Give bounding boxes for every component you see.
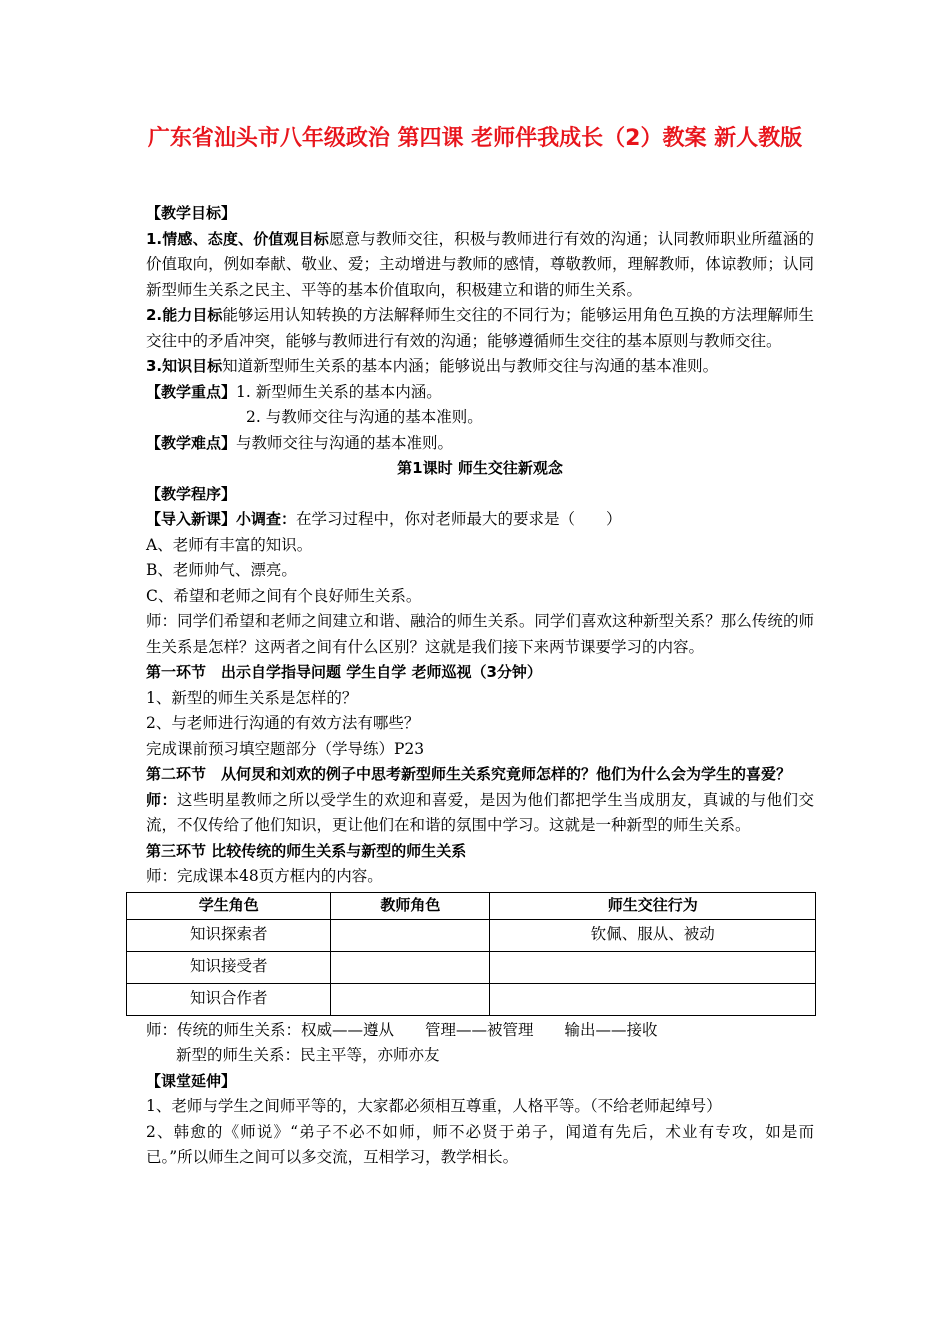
table-cell: 知识合作者 — [127, 983, 331, 1015]
section-1-question-2: 2、与老师进行沟通的有效方法有哪些？ — [146, 714, 420, 732]
table-cell — [490, 951, 816, 983]
option-b: B、老师帅气、漂亮。 — [146, 561, 297, 579]
table-cell — [331, 951, 490, 983]
intro-heading: 【导入新课】小调查： — [146, 510, 297, 528]
procedure-heading: 【教学程序】 — [146, 484, 237, 503]
table-row — [127, 919, 816, 951]
section-3-heading: 第三环节 比较传统的师生关系与新型的师生关系 — [146, 841, 467, 860]
option-a: A、老师有丰富的知识。 — [146, 535, 313, 554]
section-1-task: 完成课前预习填空题部分（学导练）P23 — [146, 739, 425, 758]
table-cell — [490, 983, 816, 1015]
traditional-relation: 师：传统的师生关系：权威——遵从 管理——被管理 输出——接收 — [146, 1020, 658, 1039]
objective-3-label: 3.知识目标 — [146, 357, 223, 375]
difficulty-heading: 【教学难点】 — [146, 433, 237, 452]
table-cell — [331, 983, 490, 1015]
table-header: 学生角色 — [127, 892, 331, 919]
extension-2: 2、韩愈的《师说》“弟子不必不如师，师不必贤于弟子，闻道有先后，术业有专攻，如是而已。”所以师生之间可以多交流，互相学习，教学相长。 — [146, 1122, 814, 1166]
section-1-heading: 第一环节 出示自学指导问题 学生自学 老师巡视（3分钟） — [146, 663, 542, 681]
objective-2-text: 能够运用认知转换的方法解释师生交往的不同行为；能够运用角色互换的方法理解师生交往中的矛盾冲突，能够与教师进行有效的沟通；能够遵循师生交往的基本原则与教师交往。 — [146, 306, 814, 350]
objectives-heading: 【教学目标】 — [146, 204, 237, 222]
extension-heading: 【课堂延伸】 — [146, 1071, 237, 1090]
section-1-question-1: 1、新型的师生关系是怎样的？ — [146, 688, 358, 707]
table-cell: 知识接受者 — [127, 951, 331, 983]
document-body — [146, 201, 814, 1171]
roles-table — [126, 892, 816, 1016]
objective-3-text: 知道新型师生关系的基本内涵；能够说出与教师交往与沟通的基本准则。 — [222, 357, 719, 375]
intro — [146, 507, 814, 533]
section-2-heading: 第二环节 从何炅和刘欢的例子中思考新型师生关系究竟师怎样的？他们为什么会为学生的喜爱？ — [146, 765, 792, 783]
table-cell — [331, 919, 490, 951]
objective-2 — [146, 303, 814, 354]
objective-2-label: 2.能力目标 — [146, 306, 223, 324]
table-row — [127, 983, 816, 1015]
table-header: 师生交往行为 — [490, 892, 816, 919]
difficulty — [146, 431, 814, 457]
intro-teacher: 师：同学们希望和老师之间建立和谐、融洽的师生关系。同学们喜欢这种新型关系？那么传统的师生关系是怎样？这两者之间有什么区别？这就是我们接下来两节课要学习的内容。 — [146, 612, 814, 656]
option-c: C、希望和老师之间有个良好师生关系。 — [146, 586, 422, 605]
extension-1: 1、老师与学生之间师平等的，大家都必须相互尊重，人格平等。（不给老师起绰号） — [146, 1097, 722, 1115]
key-point-2: 2. 与教师交往与沟通的基本准则。 — [246, 408, 483, 426]
intro-text: 在学习过程中，你对老师最大的要求是（ ） — [296, 510, 622, 528]
table-cell: 知识探索者 — [127, 919, 331, 951]
lesson-title: 第1课时 师生交往新观念 — [397, 459, 563, 477]
section-2-teacher — [146, 788, 814, 839]
section-2-teacher-text: 这些明星教师之所以受学生的欢迎和喜爱，是因为他们都把学生当成朋友，真诚的与他们交流，不仅传给了他们知识，更让他们在和谐的氛围中学习。这就是一种新型的师生关系。 — [146, 790, 814, 834]
difficulty-text: 与教师交往与沟通的基本准则。 — [236, 433, 454, 452]
table-row — [127, 951, 816, 983]
objective-1-text: 愿意与教师交往，积极与教师进行有效的沟通；认同教师职业所蕴涵的价值取向，例如奉献、敬业、爱；主动增进与教师的感情，尊敬教师，理解教师，体谅教师；认同新型师生关系之民主、平等的基本价值取向，积极建立和谐的师生关系。 — [146, 229, 814, 299]
key-points — [146, 380, 814, 406]
key-points-heading: 【教学重点】 — [146, 382, 237, 401]
key-point-1: 1. 新型师生关系的基本内涵。 — [236, 382, 442, 401]
objective-1-label: 1.情感、态度、价值观目标 — [146, 229, 329, 248]
section-2-teacher-label: 师： — [146, 790, 177, 809]
objective-3 — [146, 354, 814, 380]
table-header: 教师角色 — [331, 892, 490, 919]
new-relation: 新型的师生关系：民主平等，亦师亦友 — [176, 1046, 440, 1064]
section-3-task: 师：完成课本48页方框内的内容。 — [146, 867, 383, 885]
objective-1 — [146, 227, 814, 304]
document-title: 广东省汕头市八年级政治 第四课 老师伴我成长（2）教案 新人教版 — [147, 126, 803, 151]
table-cell: 钦佩、服从、被动 — [490, 919, 816, 951]
table-header-row — [127, 892, 816, 919]
